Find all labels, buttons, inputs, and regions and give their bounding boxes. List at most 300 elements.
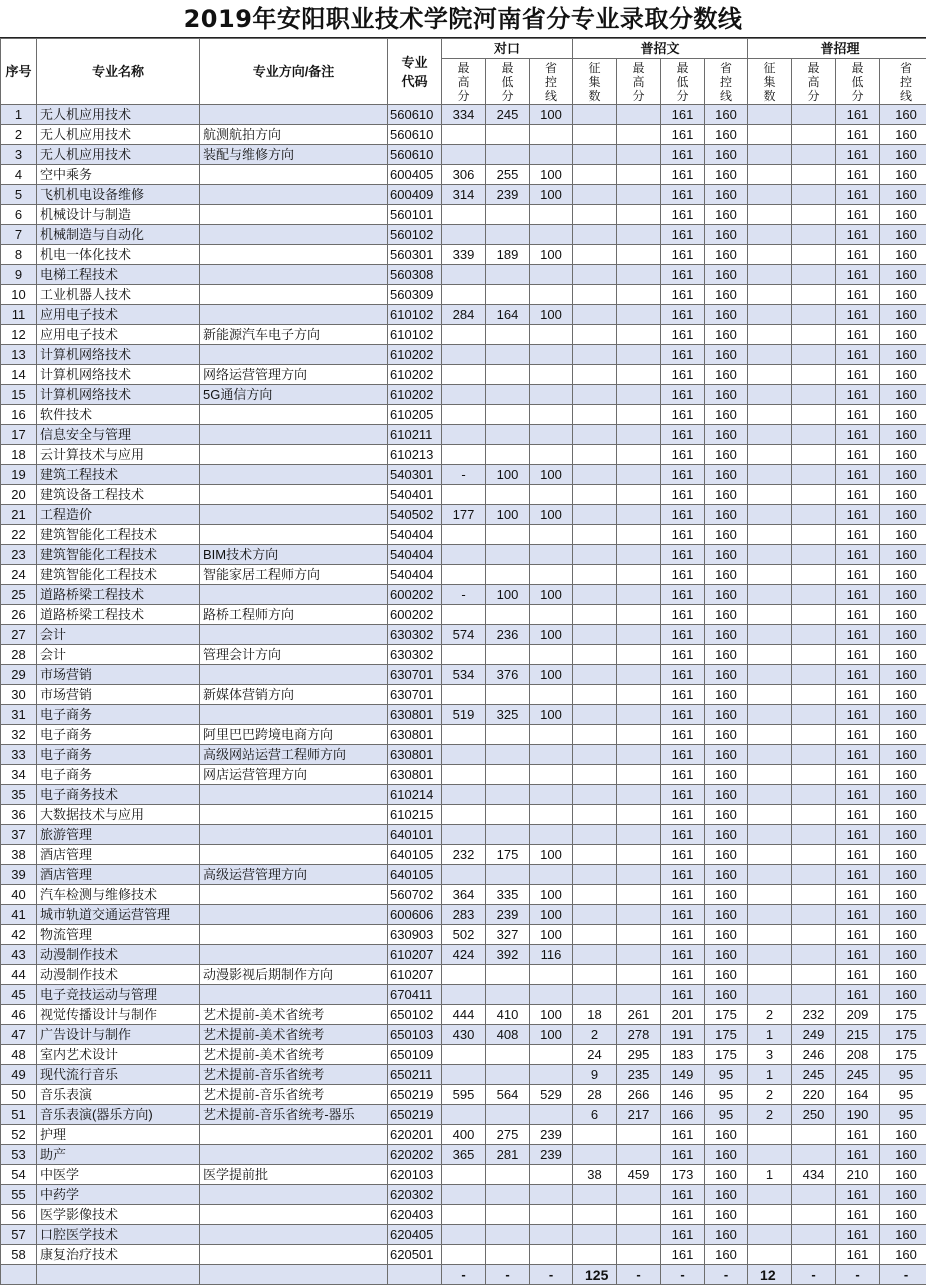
cell-li-zhengji (748, 985, 792, 1005)
cell-dk-prov (530, 805, 573, 825)
cell-li-max (792, 505, 836, 525)
cell-dk-max: 365 (442, 1145, 486, 1165)
table-row (1, 1165, 926, 1185)
cell-major-name: 视觉传播设计与制作 (37, 1005, 200, 1025)
cell-li-prov: 160 (880, 905, 926, 925)
cell-wen-min: 161 (661, 1125, 705, 1145)
cell-code: 560702 (388, 885, 442, 905)
table-row (1, 705, 926, 725)
cell-seq: 57 (1, 1225, 37, 1245)
cell-li-max (792, 825, 836, 845)
cell-li-min: 209 (836, 1005, 880, 1025)
cell-direction (200, 425, 388, 445)
cell-wen-min: 161 (661, 1185, 705, 1205)
cell-code: 650102 (388, 1005, 442, 1025)
cell-code: 560610 (388, 125, 442, 145)
cell-major-name: 室内艺术设计 (37, 1045, 200, 1065)
cell-li-zhengji: 1 (748, 1165, 792, 1185)
cell-wen-max (617, 905, 661, 925)
cell-li-zhengji (748, 325, 792, 345)
cell-dk-min (486, 225, 530, 245)
cell-dk-prov (530, 1105, 573, 1125)
cell-li-min: 161 (836, 825, 880, 845)
cell-wen-prov: 175 (705, 1005, 748, 1025)
cell-wen-prov: 160 (705, 525, 748, 545)
cell-li-min: 161 (836, 185, 880, 205)
cell-wen-max: 295 (617, 1045, 661, 1065)
cell-wen-prov: 160 (705, 885, 748, 905)
cell-major-name: 无人机应用技术 (37, 145, 200, 165)
cell-li-max (792, 645, 836, 665)
cell-wen-max (617, 1185, 661, 1205)
cell-wen-zhengji (573, 705, 617, 725)
cell-dk-max: - (442, 465, 486, 485)
cell-dk-min (486, 1185, 530, 1205)
page-title: 2019年安阳职业技术学院河南省分专业录取分数线 (0, 0, 926, 38)
cell-li-min: 161 (836, 385, 880, 405)
cell-li-min: 161 (836, 945, 880, 965)
cell-dk-min (486, 565, 530, 585)
cell-wen-max (617, 305, 661, 325)
cell-dk-min (486, 1045, 530, 1065)
cell-dk-prov (530, 365, 573, 385)
cell-wen-max (617, 545, 661, 565)
cell-dk-min (486, 1245, 530, 1265)
table-row (1, 845, 926, 865)
cell-li-max (792, 345, 836, 365)
total-cell-wen-min: - (661, 1265, 705, 1285)
cell-dk-max: 339 (442, 245, 486, 265)
cell-wen-prov: 160 (705, 545, 748, 565)
cell-wen-zhengji (573, 485, 617, 505)
cell-wen-prov: 160 (705, 165, 748, 185)
cell-dk-min (486, 685, 530, 705)
cell-dk-min (486, 325, 530, 345)
table-row (1, 1245, 926, 1265)
cell-li-prov: 160 (880, 405, 926, 425)
cell-wen-prov: 160 (705, 685, 748, 705)
cell-wen-prov: 160 (705, 845, 748, 865)
cell-li-max (792, 405, 836, 425)
cell-wen-min: 161 (661, 465, 705, 485)
cell-li-min: 161 (836, 245, 880, 265)
cell-dk-min: 189 (486, 245, 530, 265)
cell-wen-max (617, 365, 661, 385)
cell-li-max (792, 425, 836, 445)
cell-code: 630801 (388, 765, 442, 785)
cell-li-prov: 160 (880, 365, 926, 385)
cell-seq: 37 (1, 825, 37, 845)
cell-code: 640105 (388, 865, 442, 885)
cell-major-name: 电子竞技运动与管理 (37, 985, 200, 1005)
cell-li-zhengji (748, 285, 792, 305)
cell-li-zhengji (748, 385, 792, 405)
cell-major-name: 空中乘务 (37, 165, 200, 185)
cell-li-prov: 160 (880, 125, 926, 145)
cell-code: 610215 (388, 805, 442, 825)
cell-direction: 新媒体营销方向 (200, 685, 388, 705)
cell-li-min: 161 (836, 125, 880, 145)
cell-dk-prov: 100 (530, 465, 573, 485)
cell-li-max (792, 965, 836, 985)
cell-code: 620103 (388, 1165, 442, 1185)
total-cell-dk-prov: - (530, 1265, 573, 1285)
cell-li-min: 161 (836, 205, 880, 225)
cell-direction: 管理会计方向 (200, 645, 388, 665)
cell-li-max (792, 1205, 836, 1225)
cell-dk-max (442, 605, 486, 625)
cell-dk-min (486, 765, 530, 785)
cell-direction (200, 525, 388, 545)
cell-seq: 30 (1, 685, 37, 705)
cell-li-max (792, 805, 836, 825)
cell-wen-prov: 160 (705, 825, 748, 845)
table-row (1, 1225, 926, 1245)
cell-wen-zhengji (573, 405, 617, 425)
cell-direction: 网店运营管理方向 (200, 765, 388, 785)
cell-seq: 5 (1, 185, 37, 205)
cell-dk-prov (530, 965, 573, 985)
cell-major-name: 现代流行音乐 (37, 1065, 200, 1085)
cell-wen-min: 161 (661, 245, 705, 265)
cell-li-max: 250 (792, 1105, 836, 1125)
cell-wen-min: 161 (661, 1245, 705, 1265)
cell-code: 560309 (388, 285, 442, 305)
table-row (1, 205, 926, 225)
cell-li-zhengji (748, 1205, 792, 1225)
cell-li-max (792, 905, 836, 925)
cell-dk-min (486, 605, 530, 625)
cell-dk-prov: 100 (530, 625, 573, 645)
cell-dk-min (486, 645, 530, 665)
cell-li-prov: 160 (880, 665, 926, 685)
cell-li-zhengji (748, 765, 792, 785)
table-row (1, 145, 926, 165)
cell-wen-min: 161 (661, 925, 705, 945)
cell-li-min: 161 (836, 685, 880, 705)
cell-major-name: 护理 (37, 1125, 200, 1145)
table-row (1, 1025, 926, 1045)
cell-code: 630801 (388, 745, 442, 765)
cell-wen-zhengji (573, 1225, 617, 1245)
cell-li-max (792, 985, 836, 1005)
cell-li-prov: 160 (880, 465, 926, 485)
cell-wen-prov: 160 (705, 945, 748, 965)
cell-direction (200, 845, 388, 865)
cell-wen-max: 217 (617, 1105, 661, 1125)
cell-wen-zhengji (573, 745, 617, 765)
cell-seq: 14 (1, 365, 37, 385)
cell-code: 630302 (388, 645, 442, 665)
cell-code: 610214 (388, 785, 442, 805)
cell-dk-min (486, 965, 530, 985)
cell-li-max (792, 245, 836, 265)
header-puzhaoli: 普招理 (748, 39, 926, 59)
cell-wen-min: 161 (661, 405, 705, 425)
table-row (1, 365, 926, 385)
cell-li-min: 161 (836, 345, 880, 365)
cell-dk-prov: 100 (530, 105, 573, 125)
cell-dk-max (442, 385, 486, 405)
table-row (1, 1065, 926, 1085)
cell-dk-max (442, 645, 486, 665)
cell-seq: 24 (1, 565, 37, 585)
cell-wen-prov: 160 (705, 385, 748, 405)
cell-dk-prov (530, 485, 573, 505)
cell-major-name: 酒店管理 (37, 845, 200, 865)
table-row (1, 1145, 926, 1165)
cell-wen-min: 161 (661, 485, 705, 505)
cell-wen-max (617, 825, 661, 845)
cell-seq: 40 (1, 885, 37, 905)
cell-li-min: 161 (836, 765, 880, 785)
table-row (1, 665, 926, 685)
cell-wen-max (617, 645, 661, 665)
cell-direction (200, 1145, 388, 1165)
cell-wen-max (617, 685, 661, 705)
cell-code: 610205 (388, 405, 442, 425)
cell-li-min: 161 (836, 365, 880, 385)
table-row (1, 485, 926, 505)
cell-dk-max: 334 (442, 105, 486, 125)
cell-li-prov: 160 (880, 725, 926, 745)
cell-li-min: 161 (836, 1225, 880, 1245)
cell-li-prov: 160 (880, 765, 926, 785)
cell-seq: 42 (1, 925, 37, 945)
cell-seq: 12 (1, 325, 37, 345)
cell-dk-min: 236 (486, 625, 530, 645)
cell-dk-min (486, 385, 530, 405)
cell-wen-max (617, 325, 661, 345)
cell-li-prov: 160 (880, 525, 926, 545)
table-row (1, 605, 926, 625)
cell-li-min: 161 (836, 225, 880, 245)
cell-wen-max: 235 (617, 1065, 661, 1085)
total-cell-major-name (37, 1265, 200, 1285)
cell-wen-zhengji (573, 1205, 617, 1225)
cell-code: 640105 (388, 845, 442, 865)
cell-major-name: 会计 (37, 625, 200, 645)
cell-li-prov: 160 (880, 645, 926, 665)
cell-wen-prov: 160 (705, 1225, 748, 1245)
cell-li-min: 161 (836, 925, 880, 945)
cell-li-max (792, 725, 836, 745)
cell-wen-zhengji (573, 245, 617, 265)
cell-dk-prov: 100 (530, 1005, 573, 1025)
cell-li-min: 161 (836, 445, 880, 465)
cell-dk-max (442, 205, 486, 225)
cell-wen-max (617, 625, 661, 645)
total-cell-li-prov: - (880, 1265, 926, 1285)
cell-wen-min: 161 (661, 965, 705, 985)
cell-li-max (792, 445, 836, 465)
cell-major-name: 助产 (37, 1145, 200, 1165)
cell-li-zhengji (748, 945, 792, 965)
cell-dk-min (486, 125, 530, 145)
cell-dk-max (442, 545, 486, 565)
cell-li-zhengji (748, 565, 792, 585)
cell-li-zhengji (748, 1245, 792, 1265)
cell-direction: 艺术提前-音乐省统考-器乐 (200, 1105, 388, 1125)
cell-dk-max (442, 345, 486, 365)
cell-li-min: 161 (836, 285, 880, 305)
cell-code: 620201 (388, 1125, 442, 1145)
cell-direction (200, 985, 388, 1005)
cell-li-max (792, 545, 836, 565)
cell-major-name: 软件技术 (37, 405, 200, 425)
cell-li-min: 208 (836, 1045, 880, 1065)
cell-seq: 53 (1, 1145, 37, 1165)
cell-li-zhengji (748, 645, 792, 665)
cell-wen-min: 166 (661, 1105, 705, 1125)
cell-dk-prov (530, 1245, 573, 1265)
cell-wen-max (617, 145, 661, 165)
cell-wen-zhengji (573, 985, 617, 1005)
cell-major-name: 应用电子技术 (37, 305, 200, 325)
cell-code: 630701 (388, 685, 442, 705)
cell-wen-max (617, 845, 661, 865)
cell-wen-prov: 160 (705, 865, 748, 885)
cell-li-zhengji (748, 145, 792, 165)
cell-wen-prov: 160 (705, 485, 748, 505)
cell-wen-max (617, 285, 661, 305)
cell-dk-prov: 100 (530, 185, 573, 205)
cell-wen-max (617, 665, 661, 685)
cell-li-prov: 160 (880, 225, 926, 245)
cell-li-zhengji (748, 425, 792, 445)
header-duikou: 对口 (442, 39, 573, 59)
cell-wen-max: 266 (617, 1085, 661, 1105)
cell-dk-max: 502 (442, 925, 486, 945)
cell-wen-prov: 160 (705, 345, 748, 365)
cell-direction: 智能家居工程师方向 (200, 565, 388, 585)
cell-wen-prov: 160 (705, 925, 748, 945)
cell-wen-min: 161 (661, 225, 705, 245)
cell-li-max (792, 385, 836, 405)
cell-wen-zhengji (573, 725, 617, 745)
cell-wen-zhengji (573, 1185, 617, 1205)
cell-direction: 医学提前批 (200, 1165, 388, 1185)
cell-code: 600409 (388, 185, 442, 205)
cell-dk-prov (530, 285, 573, 305)
cell-li-zhengji (748, 405, 792, 425)
cell-li-zhengji (748, 925, 792, 945)
table-row (1, 545, 926, 565)
cell-code: 630701 (388, 665, 442, 685)
cell-dk-prov (530, 385, 573, 405)
cell-major-name: 旅游管理 (37, 825, 200, 845)
subheader-min: 最低分 (661, 59, 705, 105)
cell-li-min: 161 (836, 405, 880, 425)
cell-li-max (792, 485, 836, 505)
cell-li-max (792, 1245, 836, 1265)
table-row (1, 685, 926, 705)
cell-li-max (792, 565, 836, 585)
subheader-max: 最高分 (442, 59, 486, 105)
cell-dk-min (486, 785, 530, 805)
table-row (1, 745, 926, 765)
total-cell-wen-zhengji: 125 (573, 1265, 617, 1285)
cell-li-max (792, 685, 836, 705)
cell-li-min: 161 (836, 265, 880, 285)
cell-wen-max (617, 525, 661, 545)
cell-dk-prov (530, 685, 573, 705)
cell-wen-min: 161 (661, 745, 705, 765)
cell-li-zhengji (748, 965, 792, 985)
cell-code: 540502 (388, 505, 442, 525)
cell-wen-max (617, 505, 661, 525)
cell-wen-zhengji (573, 685, 617, 705)
cell-li-max: 434 (792, 1165, 836, 1185)
cell-direction (200, 945, 388, 965)
cell-wen-prov: 160 (705, 765, 748, 785)
cell-li-min: 161 (836, 605, 880, 625)
cell-seq: 29 (1, 665, 37, 685)
cell-wen-zhengji (573, 965, 617, 985)
cell-dk-prov: 100 (530, 1025, 573, 1045)
cell-dk-prov: 100 (530, 505, 573, 525)
cell-dk-max (442, 825, 486, 845)
cell-wen-min: 161 (661, 825, 705, 845)
cell-li-zhengji (748, 265, 792, 285)
cell-direction (200, 1245, 388, 1265)
cell-dk-max (442, 1165, 486, 1185)
cell-dk-min (486, 1165, 530, 1185)
cell-major-name: 汽车检测与维修技术 (37, 885, 200, 905)
cell-dk-min (486, 985, 530, 1005)
cell-code: 540404 (388, 565, 442, 585)
cell-wen-min: 161 (661, 1225, 705, 1245)
cell-li-max (792, 925, 836, 945)
cell-direction: 艺术提前-音乐省统考 (200, 1065, 388, 1085)
cell-dk-min (486, 445, 530, 465)
cell-wen-prov: 160 (705, 645, 748, 665)
cell-li-zhengji (748, 665, 792, 685)
cell-li-min: 161 (836, 165, 880, 185)
total-cell-wen-max: - (617, 1265, 661, 1285)
cell-dk-min (486, 345, 530, 365)
cell-wen-prov: 160 (705, 785, 748, 805)
cell-dk-min: 408 (486, 1025, 530, 1045)
cell-dk-max (442, 405, 486, 425)
cell-wen-zhengji (573, 785, 617, 805)
cell-wen-zhengji (573, 945, 617, 965)
cell-li-max (792, 625, 836, 645)
cell-wen-min: 161 (661, 685, 705, 705)
cell-seq: 19 (1, 465, 37, 485)
cell-li-min: 161 (836, 485, 880, 505)
cell-li-zhengji (748, 605, 792, 625)
cell-wen-zhengji (573, 1245, 617, 1265)
cell-wen-zhengji (573, 325, 617, 345)
table-total-row (1, 1265, 926, 1285)
subheader-zhengji: 征集数 (748, 59, 792, 105)
cell-wen-prov: 95 (705, 1085, 748, 1105)
cell-seq: 50 (1, 1085, 37, 1105)
cell-li-zhengji (748, 525, 792, 545)
cell-wen-min: 161 (661, 805, 705, 825)
cell-wen-max (617, 465, 661, 485)
cell-major-name: 医学影像技术 (37, 1205, 200, 1225)
cell-wen-zhengji (573, 365, 617, 385)
cell-direction (200, 405, 388, 425)
cell-li-prov: 160 (880, 745, 926, 765)
cell-wen-min: 161 (661, 445, 705, 465)
cell-li-min: 161 (836, 145, 880, 165)
cell-wen-zhengji (573, 505, 617, 525)
cell-dk-max: 400 (442, 1125, 486, 1145)
cell-li-min: 161 (836, 905, 880, 925)
